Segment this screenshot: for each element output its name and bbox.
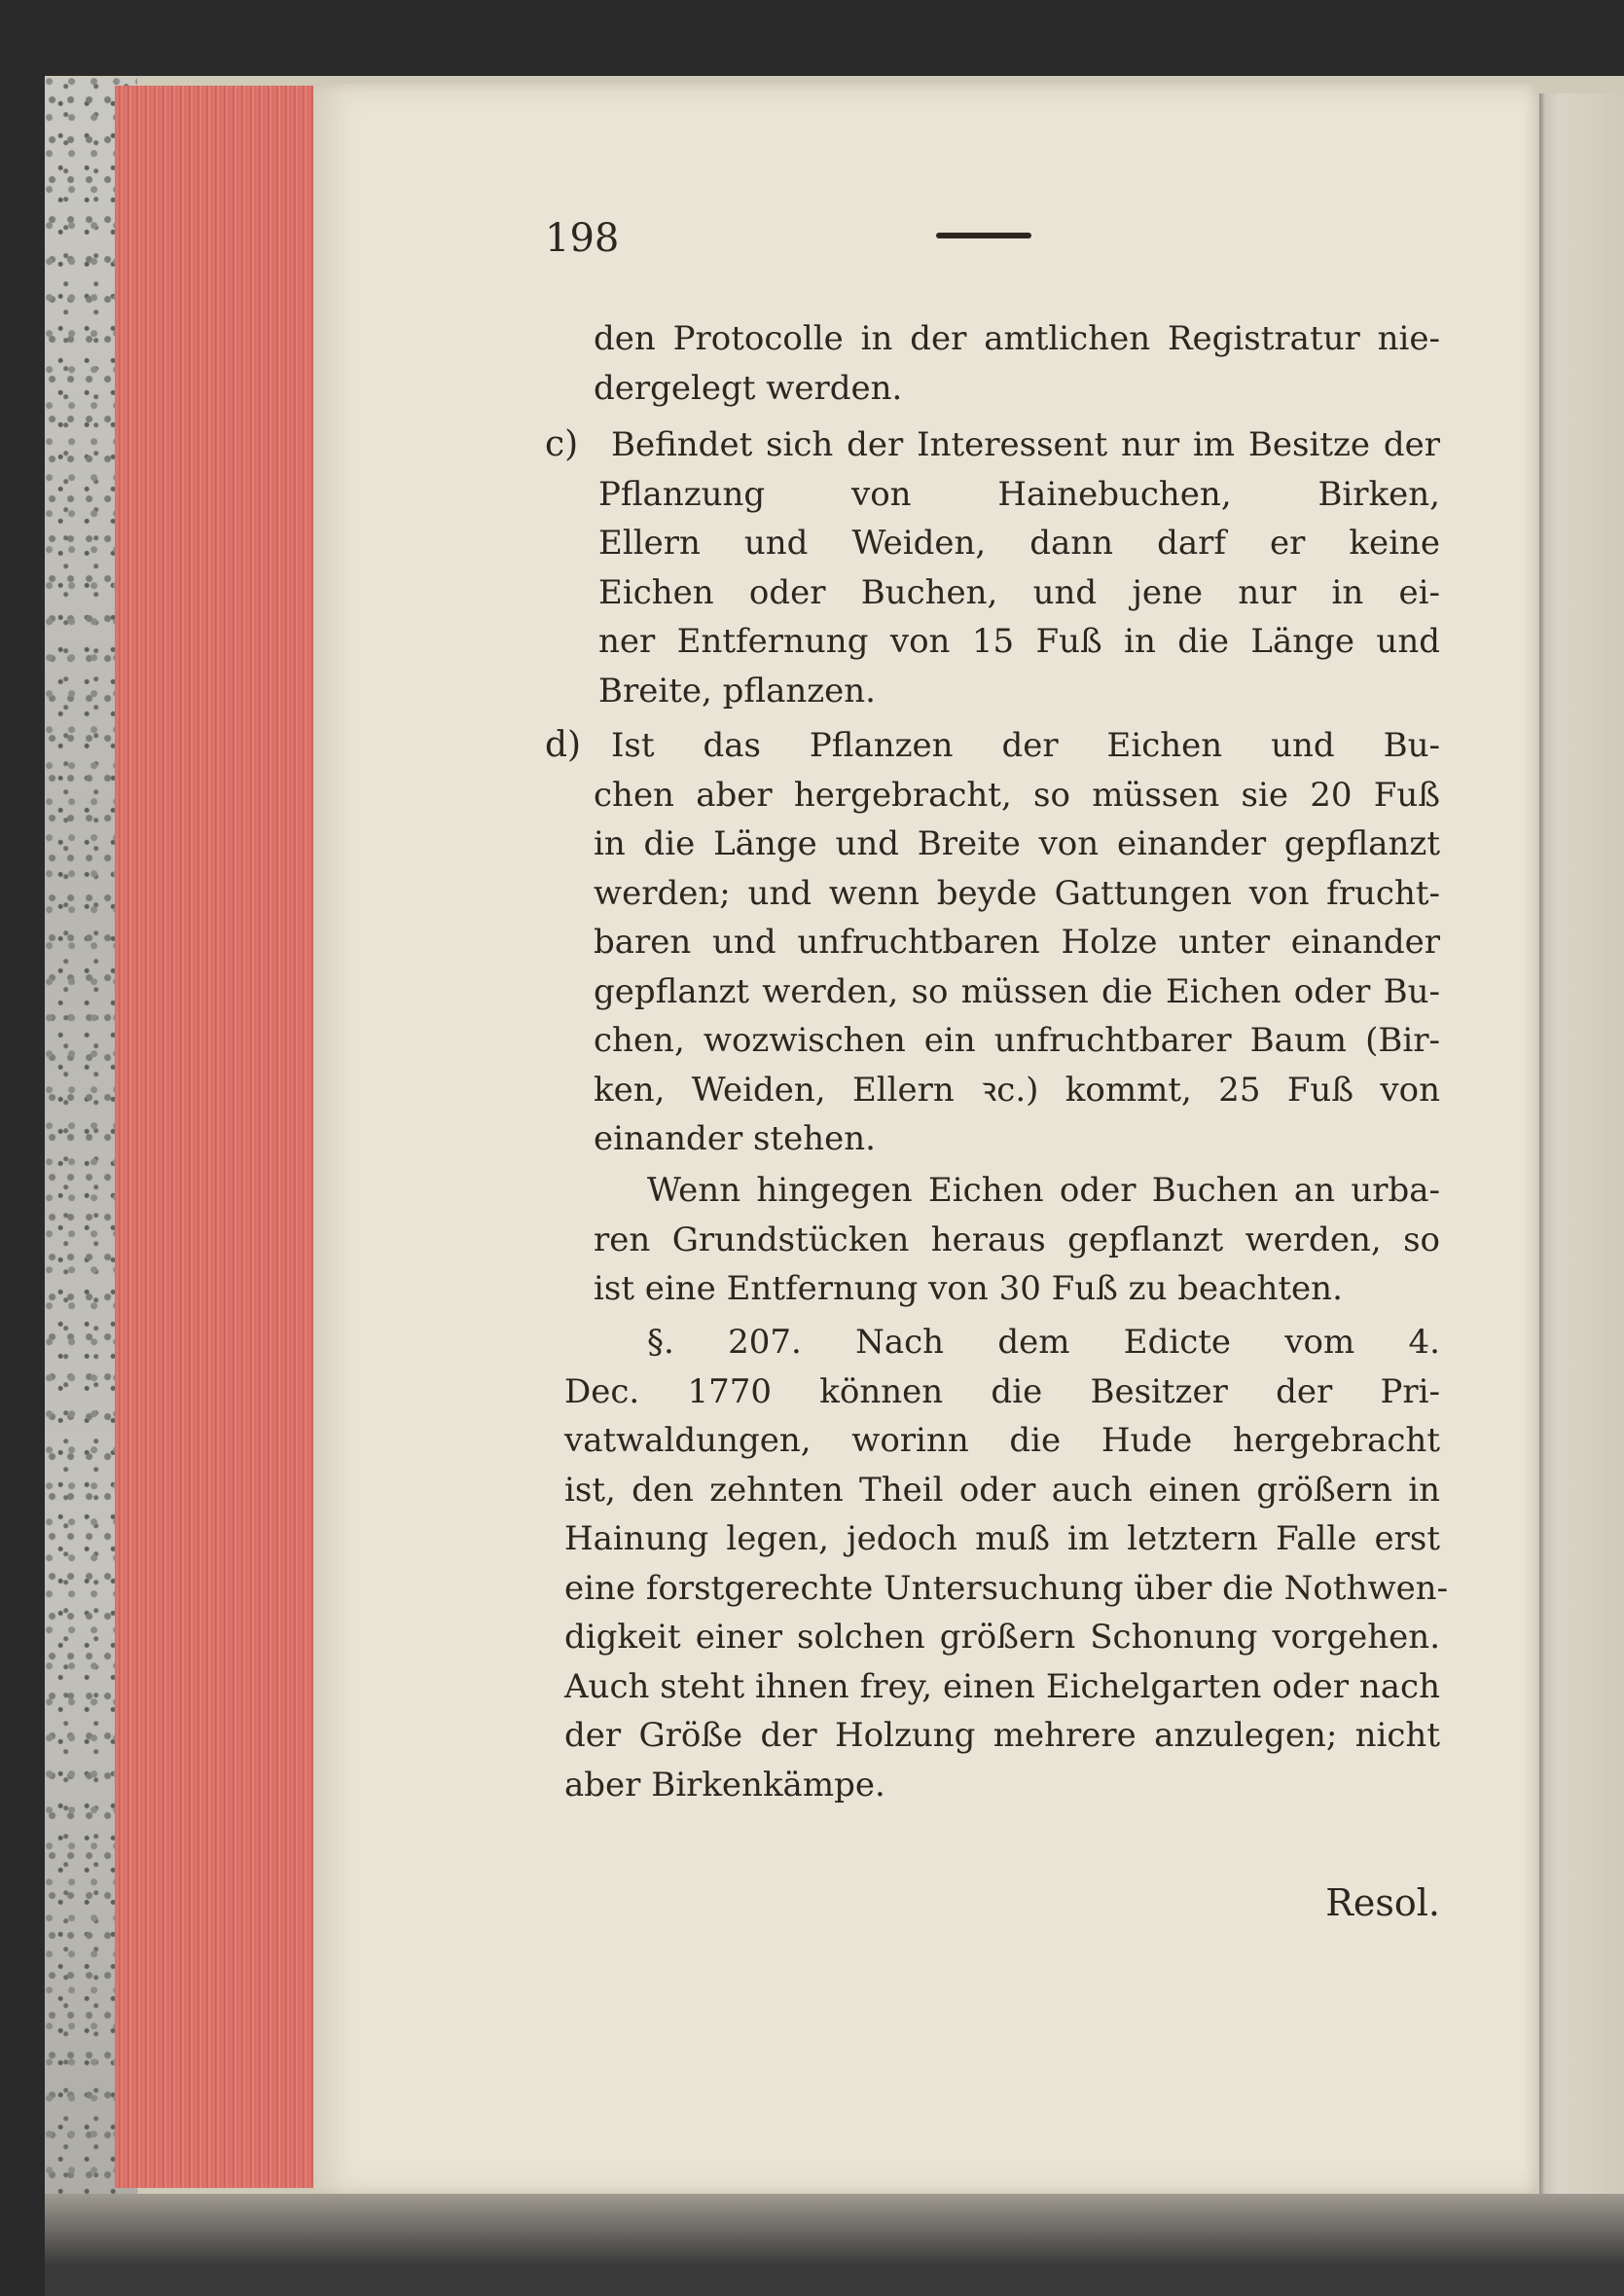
text-line: den Protocolle in der amtlichen Registratur nie- <box>594 319 1440 358</box>
paragraph-section-207 <box>545 1318 1449 1809</box>
text-line: gepflanzt werden, so müssen die Eichen oder Bu- <box>594 971 1440 1011</box>
intro-paragraph <box>545 314 1440 413</box>
text-line: ken, Weiden, Ellern ꝛc.) kommt, 25 Fuß von <box>594 1070 1440 1110</box>
text-line: einander stehen. <box>594 1119 876 1158</box>
text-line: werden; und wenn beyde Gattungen von frucht- <box>594 873 1440 913</box>
text-line: ren Grundstücken heraus gepflanzt werden, so <box>594 1220 1440 1259</box>
item-letter: c) <box>545 424 579 464</box>
text-line: in die Länge und Breite von einander gepflanzt <box>594 824 1440 863</box>
text-line: Hainung legen, jedoch muß im letztern Falle erst <box>564 1519 1440 1558</box>
text-line: chen aber hergebracht, so müssen sie 20 Fuß <box>594 775 1440 815</box>
text-line: Eichen oder Buchen, und jene nur in ei- <box>598 572 1440 612</box>
text-line: ist, den zehnten Theil oder auch einen größern in <box>564 1470 1440 1510</box>
item-d <box>545 721 1440 1164</box>
catchword: Resol. <box>1325 1881 1440 1924</box>
text-line: Auch steht ihnen frey, einen Eichelgarten oder nach <box>564 1666 1440 1706</box>
page-number: 198 <box>545 216 620 261</box>
text-line: Wenn hingegen Eichen oder Buchen an urba- <box>647 1171 1440 1210</box>
text-line: Pflanzung von Hainebuchen, Birken, <box>598 474 1440 514</box>
text-line: Breite, pflanzen. <box>598 671 876 711</box>
text-line: dergelegt werden. <box>594 368 903 408</box>
text-line: chen, wozwischen ein unfruchtbarer Baum (Bir- <box>594 1021 1440 1060</box>
text-line: ist eine Entfernung von 30 Fuß zu beachten. <box>594 1269 1343 1308</box>
red-page-edges <box>115 86 323 2188</box>
paragraph-wenn <box>545 1166 1440 1314</box>
next-page-edge <box>1539 93 1624 2215</box>
item-letter: d) <box>545 725 582 765</box>
text-line: eine forstgerechte Untersuchung über die Nothwen- <box>564 1568 1449 1608</box>
text-line: Ist das Pflanzen der Eichen und Bu- <box>611 726 1440 765</box>
text-line: ner Entfernung von 15 Fuß in die Länge und <box>598 622 1440 661</box>
header-rule <box>936 233 1031 238</box>
text-line: aber Birkenkämpe. <box>564 1765 885 1804</box>
text-line: der Größe der Holzung mehrere anzulegen; nicht <box>564 1716 1440 1755</box>
text-line: Befindet sich der Interessent nur im Besitze der <box>611 425 1440 464</box>
text-line: Ellern und Weiden, dann darf er keine <box>598 524 1440 563</box>
text-line: vatwaldungen, worinn die Hude hergebracht <box>564 1421 1440 1460</box>
text-line: digkeit einer solchen größern Schonung vorgehen. <box>564 1618 1440 1657</box>
item-c <box>545 420 1440 715</box>
text-line: Dec. 1770 können die Besitzer der Pri- <box>564 1371 1440 1411</box>
bottom-shadow <box>45 2194 1624 2296</box>
text-line: §. 207. Nach dem Edicte vom 4. <box>647 1323 1440 1362</box>
text-line: baren und unfruchtbaren Holze unter einander <box>594 923 1440 962</box>
